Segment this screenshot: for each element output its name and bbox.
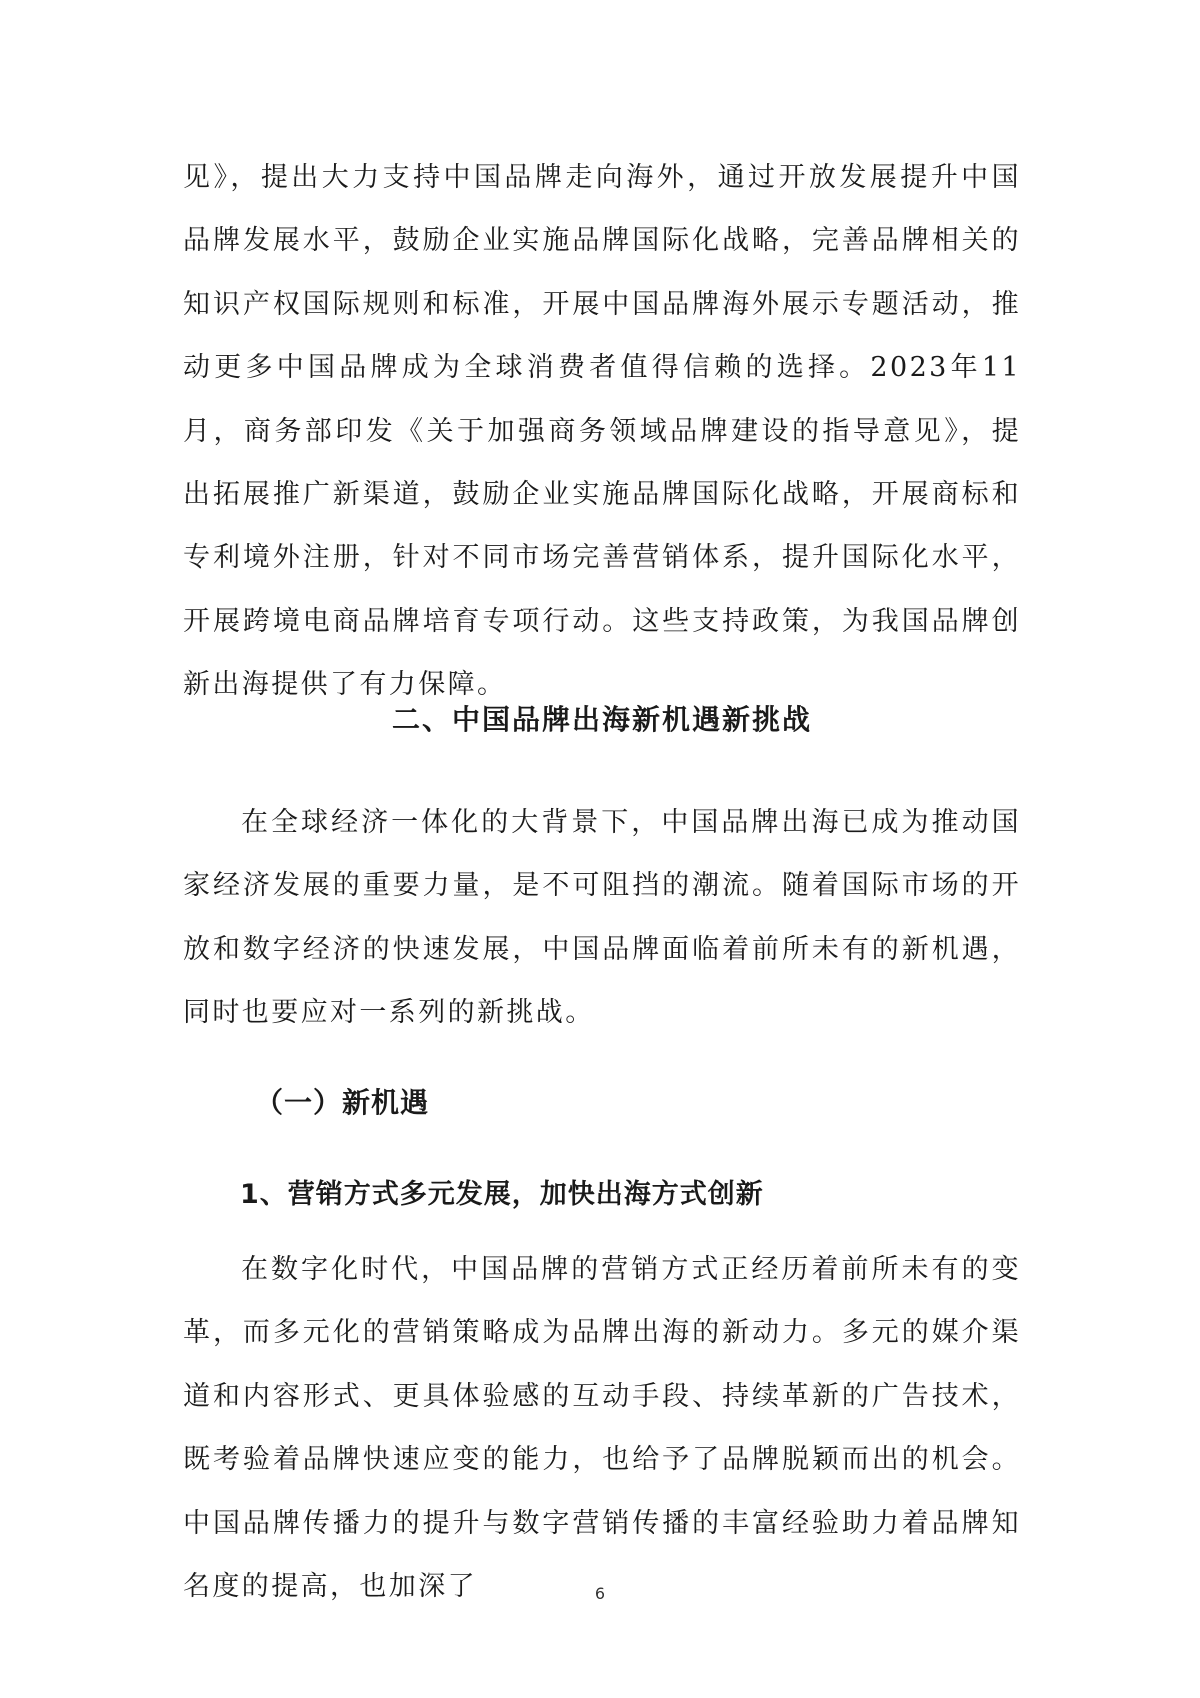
- item-heading: 1、营销方式多元发展，加快出海方式创新: [240, 1179, 764, 1210]
- body-paragraph-marketing: 在数字化时代，中国品牌的营销方式正经历着前所未有的变革，而多元化的营销策略成为品牌出海的新动力。多元的媒介渠道和内容形式、更具体验感的互动手段、持续革新的广告技术，既考验着品牌快速应变的能力，也给予了品牌脱颖而出的机会。中国品牌传播力的提升与数字营销传播的丰富经验助力着品牌知名度的提高，也加深了: [183, 1254, 1021, 1603]
- section-heading: 二、中国品牌出海新机遇新挑战: [391, 703, 812, 736]
- page-number: 6: [594, 1584, 606, 1603]
- body-paragraph-policy-support: 见》，提出大力支持中国品牌走向海外，通过开放发展提升中国品牌发展水平，鼓励企业实施品牌国际化战略，完善品牌相关的知识产权国际规则和标准，开展中国品牌海外展示专题活动，推动更多中国品牌成为全球消费者值得信赖的选择。2023年11月，商务部印发《关于加强商务领域品牌建设的指导意见》，提出拓展推广新渠道，鼓励企业实施品牌国际化战略，开展商标和专利境外注册，针对不同市场完善营销体系，提升国际化水平，开展跨境电商品牌培育专项行动。这些支持政策，为我国品牌创新出海提供了有力保障。: [183, 162, 1021, 701]
- body-paragraph-section-intro: 在全球经济一体化的大背景下，中国品牌出海已成为推动国家经济发展的重要力量，是不可阻挡的潮流。随着国际市场的开放和数字经济的快速发展，中国品牌面临着前所未有的新机遇，同时也要应对一系列的新挑战。: [183, 807, 1021, 1029]
- subsection-heading: （一）新机遇: [255, 1086, 430, 1119]
